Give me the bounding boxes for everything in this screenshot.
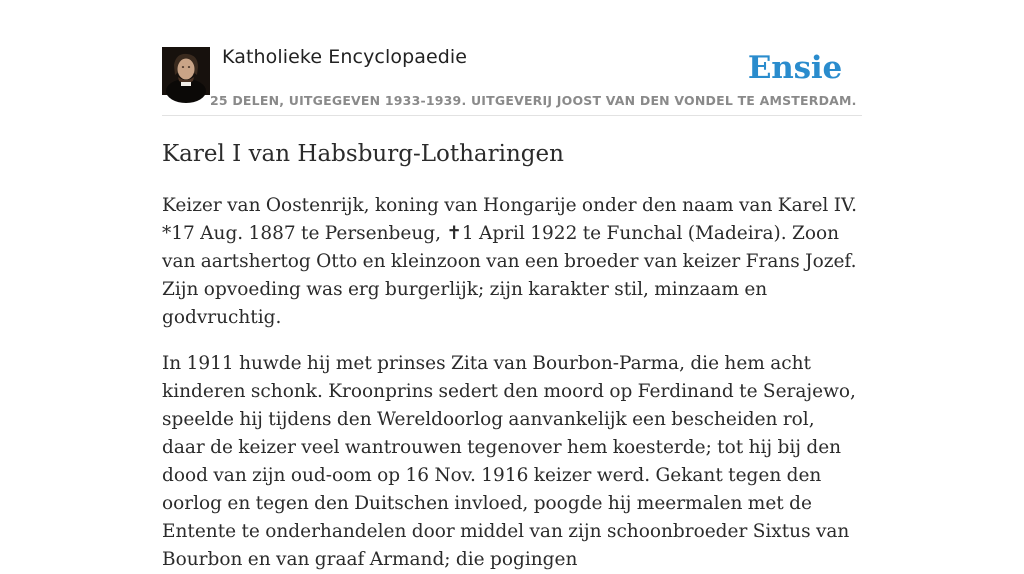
page-title: Karel I van Habsburg-Lotharingen: [162, 141, 564, 167]
avatar[interactable]: [162, 47, 210, 95]
portrait-icon: [162, 47, 210, 95]
source-meta: 25 DELEN, UITGEGEVEN 1933-1939. UITGEVERIJ JOOST VAN DEN VONDEL TE AMSTERDAM.: [210, 93, 857, 108]
article: [162, 138, 862, 574]
brand-logo[interactable]: Ensie: [747, 50, 842, 86]
article-paragraph: In 1911 huwde hij met prinses Zita van Bourbon-Parma, die hem acht kinderen schonk. Kroonprins sedert den moord op Ferdinand te Serajewo, speelde hij tijdens den Wereldoorlog aanvankelijk een bescheiden rol, daar de keizer veel wantrouwen tegenover hem koesterde; tot hij bij den dood van zijn oud-oom op 16 Nov. 1916 keizer werd. Gekant tegen den oorlog en tegen den Duitschen invloed, poogde hij meermalen met de Entente te onderhandelen door middel van zijn schoonbroeder Sixtus van Bourbon en van graaf Armand; die pogingen: [162, 353, 856, 570]
source-header: [162, 44, 862, 116]
article-paragraph: Keizer van Oostenrijk, koning van Hongarije onder den naam van Karel IV. *17 Aug. 1887 te Persenbeug, ✝1 April 1922 te Funchal (Madeira). Zoon van aartshertog Otto en kleinzoon van een broeder van keizer Frans Jozef. Zijn opvoeding was erg burgerlijk; zijn karakter stil, minzaam en godvruchtig.: [162, 195, 858, 328]
source-name[interactable]: Katholieke Encyclopaedie: [222, 46, 468, 68]
header-divider: [162, 115, 862, 116]
